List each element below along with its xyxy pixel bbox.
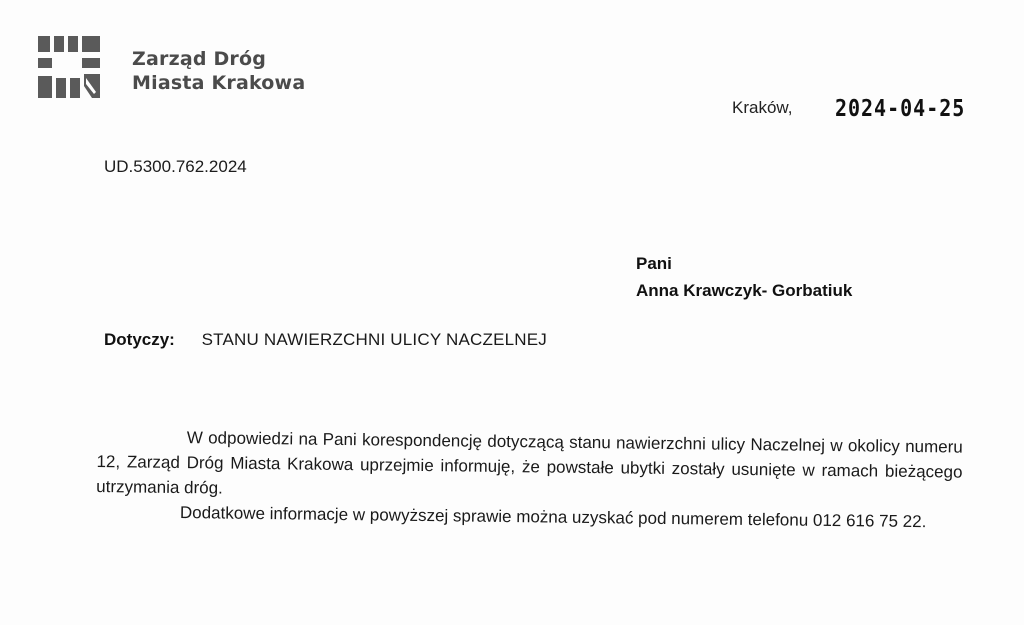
body-paragraph-1: W odpowiedzi na Pani korespondencję dotyczącą stanu nawierzchni ulicy Naczelnej w okolicy numeru 12, Zarząd Dróg Miasta Krakowa uprzejmie informuję, że powstałe ubytki zostały usunięte w ramach bieżącego utrzymania dróg.	[96, 428, 963, 498]
addressee-salutation: Pani	[636, 254, 672, 273]
organization-name	[132, 47, 305, 95]
body-paragraph-2: Dodatkowe informacje w powyższej sprawie można uzyskać pod numerem telefonu 012 616 75 22.	[179, 503, 927, 532]
reference-number: UD.5300.762.2024	[104, 157, 247, 176]
zdmk-logo-icon	[36, 34, 102, 100]
subject-label: Dotyczy:	[104, 330, 175, 349]
subject-line	[104, 330, 547, 350]
organization-name-line-2: Miasta Krakowa	[132, 72, 306, 94]
letter-body	[96, 424, 963, 535]
organization-name-line-1: Zarząd Dróg	[132, 48, 267, 70]
date-stamp: 2024-04-25	[834, 94, 966, 122]
addressee-name: Anna Krawczyk- Gorbatiuk	[636, 281, 853, 300]
subject-value: STANU NAWIERZCHNI ULICY NACZELNEJ	[201, 330, 547, 349]
place-and-date	[732, 96, 965, 120]
addressee	[636, 250, 852, 304]
place: Kraków,	[732, 98, 793, 117]
